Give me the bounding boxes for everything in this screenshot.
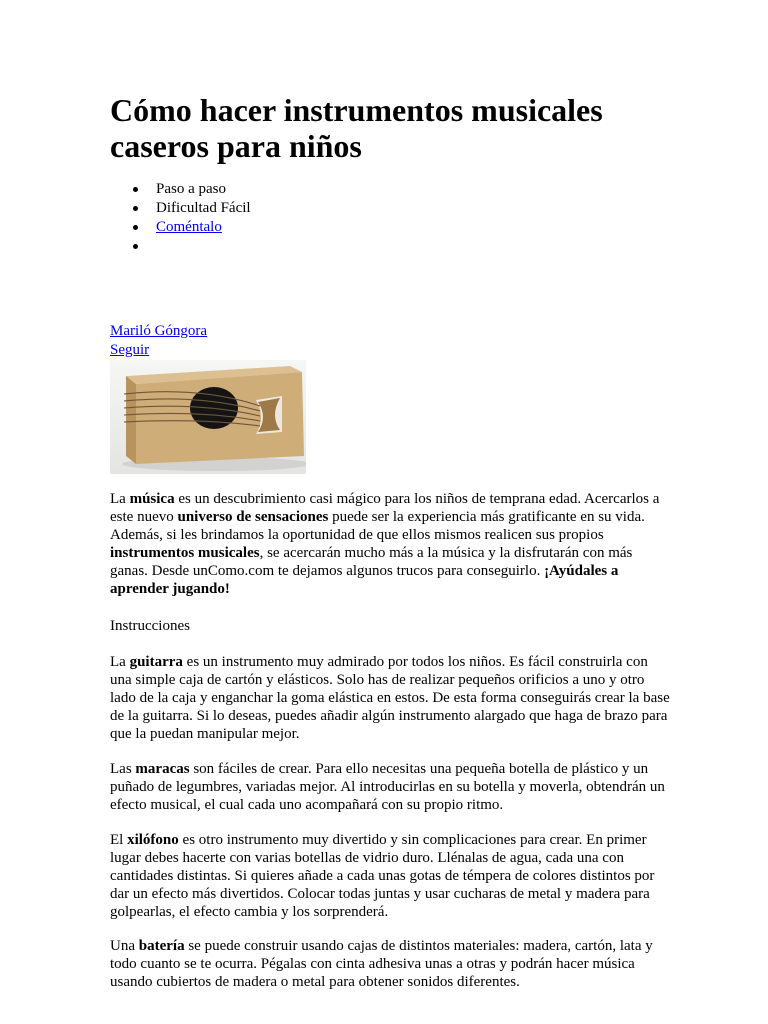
comment-link[interactable]: Coméntalo: [156, 219, 222, 235]
article-meta-list: [110, 180, 251, 256]
xylophone-paragraph: El xilófono es otro instrumento muy divertido y sin complicaciones para crear. En primer lugar debes hacerte con varias botellas de vidrio duro. Llénalas de agua, cada una con cantidades distintas. Si quieres añade a cada unas gotas de témpera de colores distintos por dar un efecto más divertidos. Colocar todas juntas y usar cucharas de metal y madera para golpearlas, el efecto cambia y los sorprenderá.: [110, 832, 655, 920]
author-block: [110, 322, 207, 360]
meta-steps: Paso a paso: [110, 180, 251, 199]
maracas-paragraph: Las maracas son fáciles de crear. Para ello necesitas una pequeña botella de plástico y un puñado de legumbres, variadas mejor. Al introducirlas en su botella y moverla, obtendrán un efecto musical, el cual cada uno acompañará con su propio ritmo.: [110, 761, 665, 813]
meta-empty-item: [110, 237, 251, 256]
instructions-heading: Instrucciones: [110, 618, 190, 634]
guitar-paragraph: La guitarra es un instrumento muy admirado por todos los niños. Es fácil construirla con una simple caja de cartón y elásticos. Solo has de realizar pequeños orificios a uno y otro lado de la caja y enganchar la goma elástica en estos. De esta forma conseguirás crear la base de la guitarra. Si lo deseas, puedes añadir algún instrumento alargado que haga de brazo para que la puedan manipular mejor.: [110, 654, 670, 742]
cardboard-guitar-image: [110, 360, 306, 474]
meta-comment: [110, 218, 251, 237]
follow-link[interactable]: Seguir: [110, 342, 150, 358]
page-title: Cómo hacer instrumentos musicales caseros para niños: [110, 92, 603, 164]
author-link[interactable]: Mariló Góngora: [110, 323, 208, 339]
drums-paragraph: Una batería se puede construir usando cajas de distintos materiales: madera, cartón, lata y todo cuanto se te ocurra. Pégalas con cinta adhesiva unas a otras y podrán hacer música usando cubiertos de madera o metal para obtener sonidos diferentes.: [110, 938, 653, 990]
intro-paragraph: La música es un descubrimiento casi mágico para los niños de temprana edad. Acercarlos a este nuevo universo de sensaciones puede ser la experiencia más gratificante en su vida. Además, si les brindamos la oportunidad de que ellos mismos realicen sus propios instrumentos musicales, se acercarán mucho más a la música y la disfrutarán con más ganas. Desde unComo.com te dejamos algunos trucos para conseguirlo. ¡Ayúdales a aprender jugando!: [110, 491, 660, 597]
meta-difficulty: Dificultad Fácil: [110, 199, 251, 218]
